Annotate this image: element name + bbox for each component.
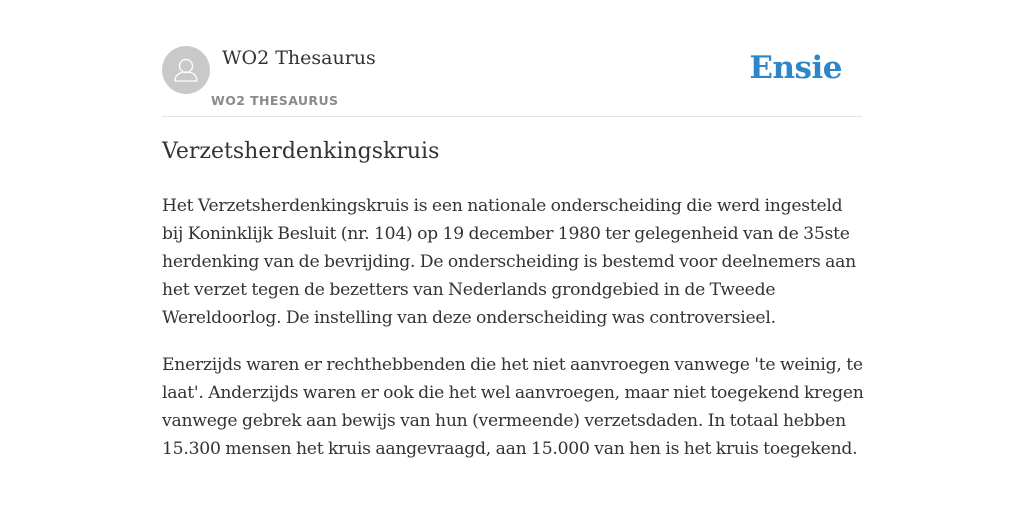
article-body xyxy=(162,192,864,482)
user-icon xyxy=(162,46,210,94)
source-name[interactable]: WO2 Thesaurus xyxy=(222,47,376,69)
header xyxy=(162,46,862,117)
source-tag[interactable]: WO2 THESAURUS xyxy=(211,93,339,108)
brand-logo[interactable]: Ensie xyxy=(749,50,842,86)
page-title: Verzetsherdenkingskruis xyxy=(162,139,440,164)
avatar[interactable] xyxy=(162,46,210,94)
paragraph: Enerzijds waren er rechthebbenden die het niet aanvroegen vanwege 'te weinig, te laat'. Anderzijds waren er ook die het wel aanvroegen, maar niet toegekend kregen vanwege gebrek aan bewijs van hun (vermeende) verzetsdaden. In totaal hebben 15.300 mensen het kruis aangevraagd, aan 15.000 van hen is het kruis toegekend. xyxy=(162,355,864,459)
paragraph: Het Verzetsherdenkingskruis is een nationale onderscheiding die werd ingesteld bij Koninklijk Besluit (nr. 104) op 19 december 1980 ter gelegenheid van de 35ste herdenking van de bevrijding. De onderscheiding is bestemd voor deelnemers aan het verzet tegen de bezetters van Nederlands grondgebied in de Tweede Wereldoorlog. De instelling van deze onderscheiding was controversieel. xyxy=(162,196,856,328)
